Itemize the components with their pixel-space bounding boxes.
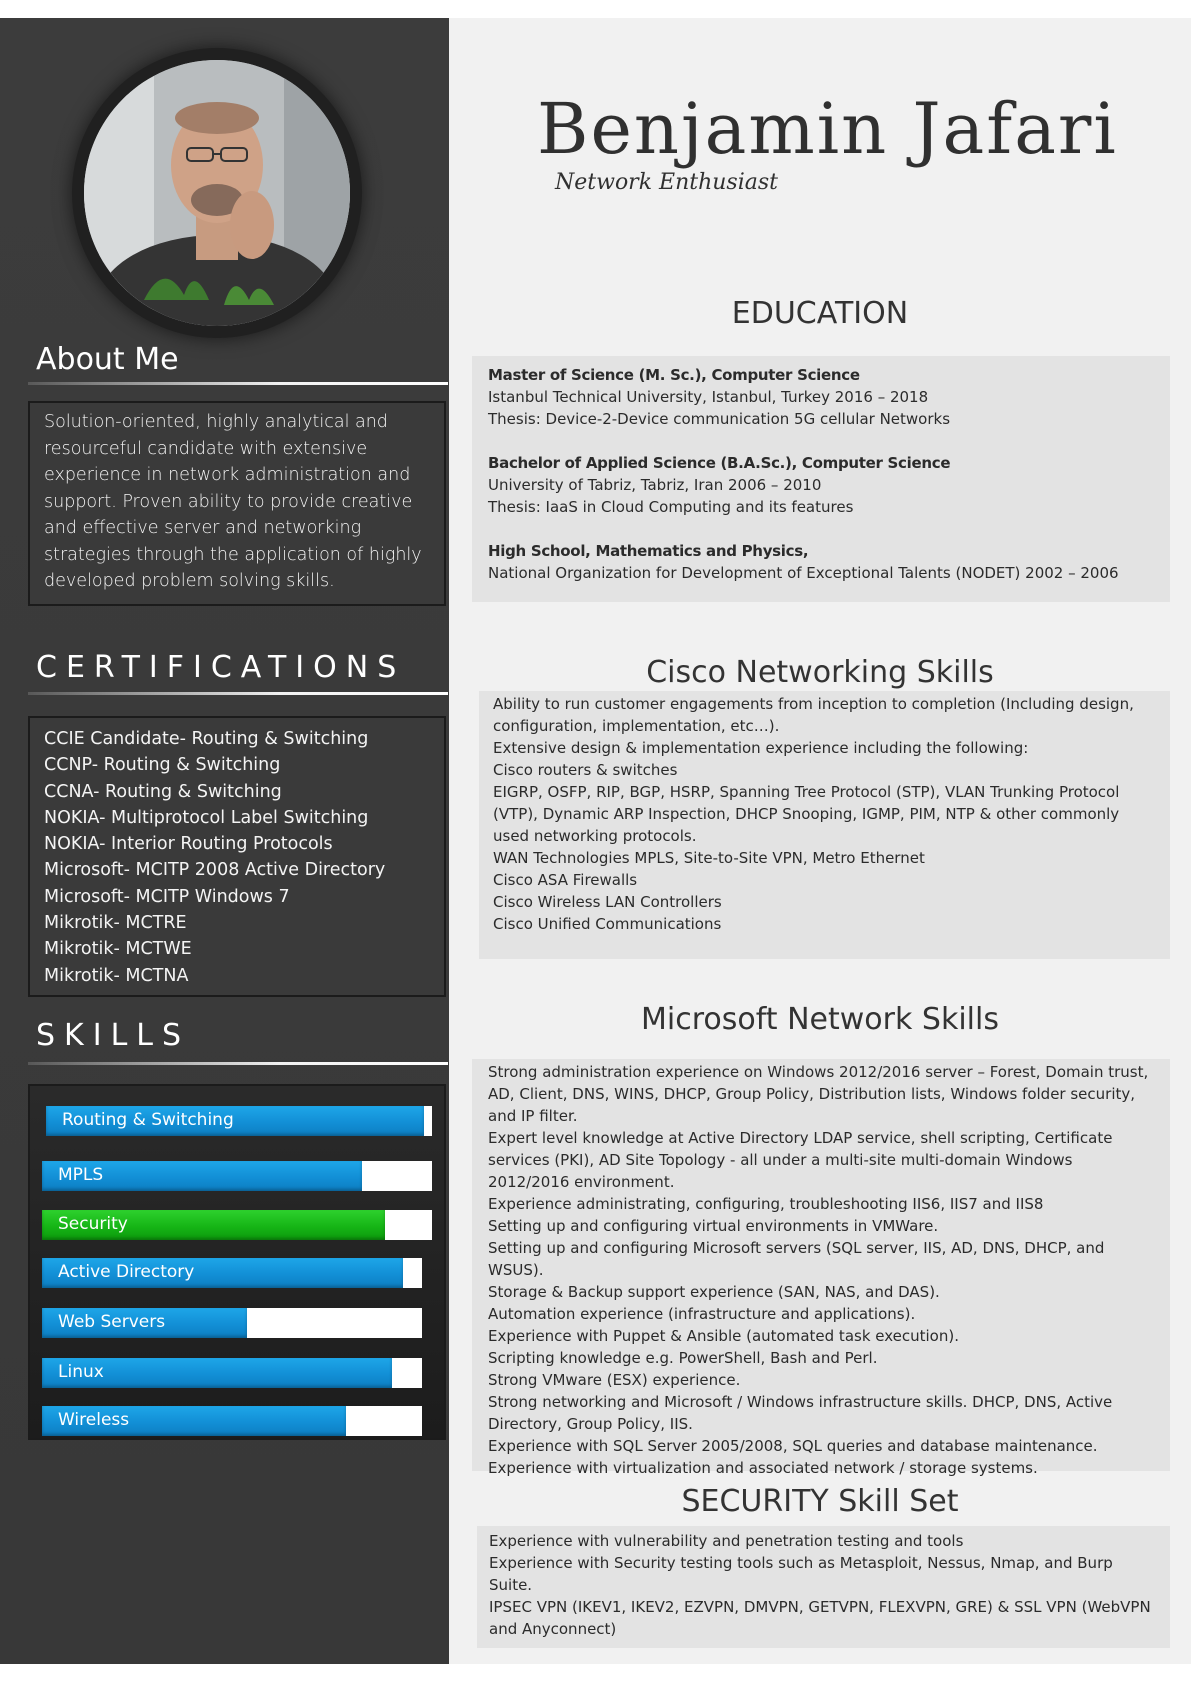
main-content xyxy=(449,18,1191,1664)
certification-item: NOKIA- Multiprotocol Label Switching xyxy=(44,807,369,828)
skills-box xyxy=(28,1084,446,1440)
about-divider xyxy=(28,382,448,385)
certification-item: CCNP- Routing & Switching xyxy=(44,755,281,776)
certifications-box xyxy=(28,716,446,997)
microsoft-skill-line: Scripting knowledge e.g. PowerShell, Bash and Perl. xyxy=(488,1349,878,1367)
skill-label: Wireless xyxy=(58,1410,130,1430)
microsoft-skill-line: Strong administration experience on Windows 2012/2016 server – Forest, Domain trust, AD, Client, DNS, WINS, DHCP, Group Policy, Distribution lists, Windows folder security, and IP filter. xyxy=(488,1063,1149,1125)
certifications-list xyxy=(30,718,444,997)
profile-photo xyxy=(84,60,350,326)
cisco-skill-line: Ability to run customer engagements from inception to completion (Including design, configuration, implementation, etc…). xyxy=(493,695,1134,735)
certifications-divider xyxy=(28,692,448,695)
certification-item: Microsoft- MCITP Windows 7 xyxy=(44,886,290,907)
microsoft-skill-line: Expert level knowledge at Active Directory LDAP service, shell scripting, Certificate services (PKI), AD Site Topology - all under a multi-site multi-domain Windows 2012/2016 environment. xyxy=(488,1129,1113,1191)
certification-item: Mikrotik- MCTRE xyxy=(44,913,187,934)
cisco-skill-line: Extensive design & implementation experience including the following: xyxy=(493,739,1029,757)
microsoft-skill-line: Strong VMware (ESX) experience. xyxy=(488,1371,741,1389)
cisco-skill-line: Cisco routers & switches xyxy=(493,761,678,779)
education-school: National Organization for Development of Exceptional Talents (NODET) 2002 – 2006 xyxy=(488,564,1119,582)
cisco-skills-title: Cisco Networking Skills xyxy=(646,655,994,690)
sidebar xyxy=(0,18,449,1664)
skill-label: Linux xyxy=(58,1362,104,1382)
skill-label: Security xyxy=(58,1214,128,1234)
certifications-title: CERTIFICATIONS xyxy=(36,650,406,685)
microsoft-skill-line: Setting up and configuring Microsoft servers (SQL server, IIS, AD, DNS, DHCP, and WSUS). xyxy=(488,1239,1105,1279)
cisco-skill-line: EIGRP, OSFP, RIP, BGP, HSRP, Spanning Tree Protocol (STP), VLAN Trunking Protocol (VTP), Dynamic ARP Inspection, DHCP Snooping, IGMP, PIM, NTP & other commonly used networking protocols. xyxy=(493,783,1120,845)
tagline: Network Enthusiast xyxy=(555,170,779,195)
microsoft-skill-line: Strong networking and Microsoft / Windows infrastructure skills. DHCP, DNS, Active Directory, Group Policy, IIS. xyxy=(488,1393,1113,1433)
education-degree: Bachelor of Applied Science (B.A.Sc.), Computer Science xyxy=(488,454,951,472)
skills-title: SKILLS xyxy=(36,1018,191,1053)
full-name: Benjamin Jafari xyxy=(537,88,1118,170)
microsoft-skill-line: Experience with SQL Server 2005/2008, SQL queries and database maintenance. xyxy=(488,1437,1098,1455)
security-skills-panel xyxy=(477,1526,1170,1648)
microsoft-skill-line: Experience administrating, configuring, troubleshooting IIS6, IIS7 and IIS8 xyxy=(488,1195,1044,1213)
skill-label: Active Directory xyxy=(58,1262,195,1282)
skill-label: Web Servers xyxy=(58,1312,166,1332)
microsoft-skill-line: Automation experience (infrastructure and applications). xyxy=(488,1305,916,1323)
microsoft-skill-line: Experience with virtualization and associated network / storage systems. xyxy=(488,1459,1038,1477)
cisco-skill-line: Cisco Unified Communications xyxy=(493,915,722,933)
certification-item: CCNA- Routing & Switching xyxy=(44,781,282,802)
cisco-skill-line: Cisco Wireless LAN Controllers xyxy=(493,893,722,911)
skill-label: Routing & Switching xyxy=(62,1110,234,1130)
certification-item: Microsoft- MCITP 2008 Active Directory xyxy=(44,860,386,881)
security-skills-title: SECURITY Skill Set xyxy=(681,1484,959,1519)
certification-item: Mikrotik- MCTWE xyxy=(44,939,192,960)
education-degree: High School, Mathematics and Physics, xyxy=(488,542,809,560)
about-title: About Me xyxy=(36,342,179,377)
education-school: University of Tabriz, Tabriz, Iran 2006 – 2010 xyxy=(488,476,822,494)
education-school: Istanbul Technical University, Istanbul, Turkey 2016 – 2018 xyxy=(488,388,929,406)
certification-item: CCIE Candidate- Routing & Switching xyxy=(44,729,369,749)
education-thesis: Thesis: IaaS in Cloud Computing and its features xyxy=(488,498,854,516)
microsoft-skill-line: Experience with Puppet & Ansible (automated task execution). xyxy=(488,1327,959,1345)
education-degree: Master of Science (M. Sc.), Computer Science xyxy=(488,366,860,384)
profile-photo-frame xyxy=(72,48,362,338)
microsoft-skill-line: Storage & Backup support experience (SAN, NAS, and DAS). xyxy=(488,1283,940,1301)
security-skill-line: IPSEC VPN (IKEV1, IKEV2, EZVPN, DMVPN, GETVPN, FLEXVPN, GRE) & SSL VPN (WebVPN and Anyconnect) xyxy=(489,1598,1151,1638)
microsoft-skills-title: Microsoft Network Skills xyxy=(641,1002,999,1037)
certification-item: Mikrotik- MCTNA xyxy=(44,965,189,986)
resume-page xyxy=(0,18,1191,1664)
cisco-skill-line: Cisco ASA Firewalls xyxy=(493,871,638,889)
education-thesis: Thesis: Device-2-Device communication 5G cellular Networks xyxy=(488,410,951,428)
skills-divider xyxy=(28,1062,448,1065)
person-portrait-icon xyxy=(84,60,350,326)
education-panel xyxy=(472,356,1170,602)
microsoft-skill-line: Setting up and configuring virtual environments in VMWare. xyxy=(488,1217,939,1235)
about-box xyxy=(28,401,446,606)
certification-item: NOKIA- Interior Routing Protocols xyxy=(44,834,333,855)
education-title: EDUCATION xyxy=(731,296,909,331)
about-text: Solution-oriented, highly analytical and resourceful candidate with extensive experience in network administration and support. Proven ability to provide creative and effective server and networking strategies through the application of highly developed problem solving skills. xyxy=(44,412,422,591)
cisco-skill-line: WAN Technologies MPLS, Site-to-Site VPN, Metro Ethernet xyxy=(493,849,925,867)
microsoft-skills-panel xyxy=(472,1059,1170,1477)
cisco-skills-panel xyxy=(479,691,1170,959)
security-skill-line: Experience with vulnerability and penetration testing and tools xyxy=(489,1532,964,1550)
skill-label: MPLS xyxy=(58,1165,104,1185)
security-skill-line: Experience with Security testing tools such as Metasploit, Nessus, Nmap, and Burp Suite. xyxy=(489,1554,1113,1594)
